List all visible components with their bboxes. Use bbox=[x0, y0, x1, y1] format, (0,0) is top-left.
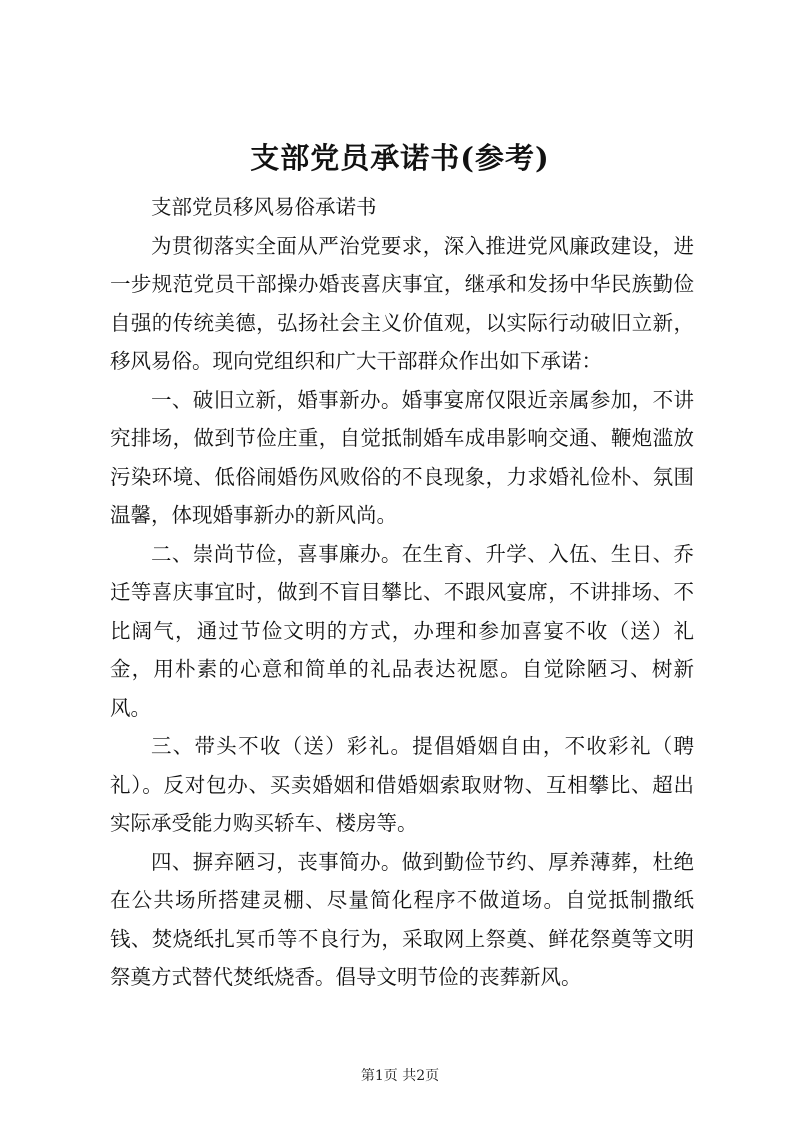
paragraph-funeral: 四、摒弃陋习，丧事简办。做到勤俭节约、厚养薄葬，杜绝在公共场所搭建灵棚、尽量简化程序不做道场。自觉抵制撒纸钱、焚烧纸扎冥币等不良行为，采取网上祭奠、鲜花祭奠等文明祭奠方式替代焚纸烧香。倡导文明节俭的丧葬新风。 bbox=[110, 849, 694, 989]
document-title: 支部党员承诺书(参考) bbox=[250, 141, 550, 175]
paragraph-betrothal-gift: 三、带头不收（送）彩礼。提倡婚姻自由，不收彩礼（聘礼）。反对包办、买卖婚姻和借婚姻索取财物、互相攀比、超出实际承受能力购买轿车、楼房等。 bbox=[110, 734, 694, 835]
document-subtitle: 支部党员移风易俗承诺书 bbox=[151, 195, 377, 219]
document-body bbox=[110, 188, 694, 997]
page-footer: 第1页 共2页 bbox=[360, 1068, 440, 1084]
paragraph-wedding: 一、破旧立新，婚事新办。婚事宴席仅限近亲属参加，不讲究排场，做到节俭庄重，自觉抵制婚车成串影响交通、鞭炮滥放污染环境、低俗闹婚伤风败俗的不良现象，力求婚礼俭朴、氛围温馨，体现婚事新办的新风尚。 bbox=[110, 387, 694, 527]
paragraph-celebration: 二、崇尚节俭，喜事廉办。在生育、升学、入伍、生日、乔迁等喜庆事宜时，做到不盲目攀比、不跟风宴席，不讲排场、不比阔气，通过节俭文明的方式，办理和参加喜宴不收（送）礼金，用朴素的心意和简单的礼品表达祝愿。自觉除陋习、树新风。 bbox=[110, 541, 694, 720]
paragraph-intro: 为贯彻落实全面从严治党要求，深入推进党风廉政建设，进一步规范党员干部操办婚丧喜庆事宜，继承和发扬中华民族勤俭自强的传统美德，弘扬社会主义价值观，以实际行动破旧立新，移风易俗。现向党组织和广大干部群众作出如下承诺： bbox=[110, 233, 694, 373]
